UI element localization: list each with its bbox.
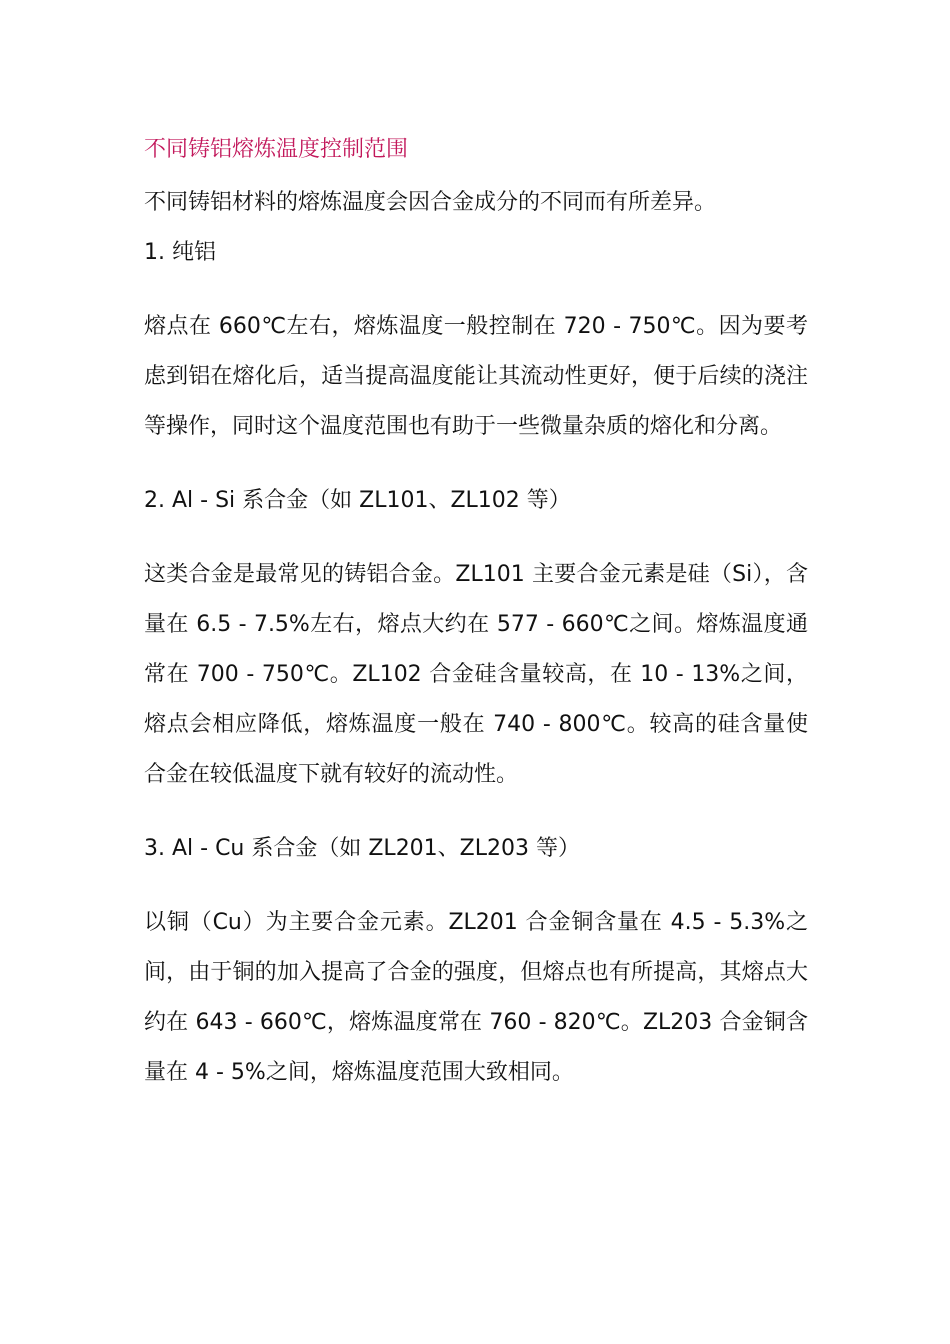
section-body-al-cu: 以铜（Cu）为主要合金元素。ZL201 合金铜含量在 4.5 - 5.3%之间，由于铜的加入提高了合金的强度，但熔点也有所提高，其熔点大约在 643 - 660℃，熔炼温度常在 760 - 820℃。ZL203 合金铜含量在 4 - 5%之间，熔炼温度范围大致相同。	[144, 910, 808, 1085]
spacer	[144, 452, 808, 476]
intro-paragraph: 不同铸铝材料的熔炼温度会因合金成分的不同而有所差异。	[144, 190, 717, 215]
document-content	[144, 128, 808, 1098]
section-body-pure-aluminum: 熔点在 660℃左右，熔炼温度一般控制在 720 - 750℃。因为要考虑到铝在熔化后，适当提高温度能让其流动性更好，便于后续的浇注等操作，同时这个温度范围也有助于一些微量杂质的熔化和分离。	[144, 314, 808, 439]
spacer	[144, 874, 808, 898]
section-body-al-si: 这类合金是最常见的铸铝合金。ZL101 主要合金元素是硅（Si），含量在 6.5 - 7.5%左右，熔点大约在 577 - 660℃之间。熔炼温度通常在 700 - 750℃。ZL102 合金硅含量较高，在 10 - 13%之间，熔点会相应降低，熔炼温度一般在 740 - 800℃。较高的硅含量使合金在较低温度下就有较好的流动性。	[144, 562, 808, 787]
spacer	[144, 800, 808, 824]
section-heading-al-si: 2. Al - Si 系合金（如 ZL101、ZL102 等）	[144, 488, 571, 513]
spacer	[144, 526, 808, 550]
document-title: 不同铸铝熔炼温度控制范围	[144, 137, 409, 162]
section-heading-al-cu: 3. Al - Cu 系合金（如 ZL201、ZL203 等）	[144, 836, 580, 861]
spacer	[144, 278, 808, 302]
section-heading-pure-aluminum: 1. 纯铝	[144, 240, 216, 265]
